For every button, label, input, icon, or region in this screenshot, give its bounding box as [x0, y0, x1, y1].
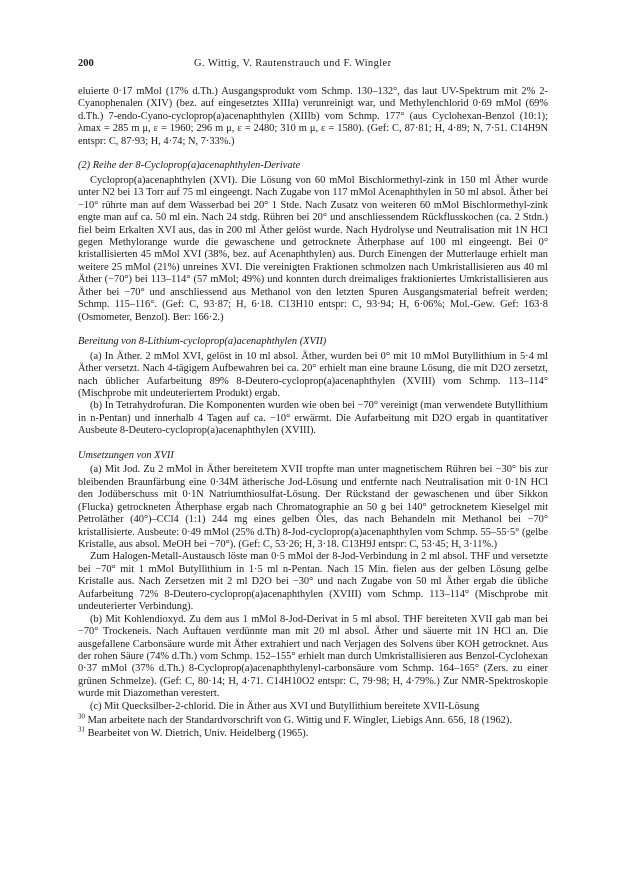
paragraph-cyclopropacenaphthylene: Cycloprop(a)acenaphthylen (XVI). Die Lösung von 60 mMol Bischlormethyl-zink in 150 ml Äther wurde unter N2 bei 13 Torr auf 75 ml eingeengt. Nach Zugabe von 117 mMol Acenaphthylen in 50 ml absol. Äther bei −10° rührte man auf dem Wasserbad bei 20° 1 Stde. Nach Zusatz von weiteren 60 mMol Bischlormethyl-zink engte man auf ca. 50 ml ein. Nach 24 stdg. Rühren bei 20° und anschliessendem Rückflusskochen (ca. 2 Stdn.) fiel beim Erkalten XVI aus, das in 200 ml Äther gelöst wurde. Nach Hydrolyse und Neutralisation mit 1N HCl gegen Methylorange wurde die gewaschene und getrocknete Ätherphase auf 100 ml eingeengt. Bei 0° kristallisierten 45 mMol XVI (38%, bez. auf Acenaphthylen) aus. Durch Einengen der Mutterlauge erhielt man weitere 25 mMol (21%) unreines XVI. Die vereinigten Fraktionen schmolzen nach Umkristallisieren aus 40 ml Äther (−70°) bei 113–114° (57 mMol; 49%) und konnten durch dreimaliges fraktioniertes Umkristallisieren aus Äther bei −70° und anschliessend aus Methanol von den letzten Spuren Ausgangsmaterial befreit werden; Schmp. 115–116°. (Gef: C, 93·87; H, 6·18. C13H10 entspr: C, 93·94; H, 6·06%; Mol.-Gew. Gef: 163·8 (Osmometer, Benzol). Ber: 166·2.)	[78, 174, 548, 323]
page-number: 200	[78, 58, 94, 69]
footnote-mark: 30	[78, 712, 85, 721]
paragraph-ether: (a) In Äther. 2 mMol XVI, gelöst in 10 ml absol. Äther, wurden bei 0° mit 10 mMol Butyllithium in 5·4 ml Äther versetzt. Nach 4-tägigem Aufbewahren bei ca. 20° erhielt man eine braune Lösung, die mit D2O zersetzt, nach üblicher Aufarbeitung 89% 8-Deutero-cycloprop(a)acenaphthylen (XVIII) vom Schmp. 113–114° (Mischprobe mit undeuteriertem Produkt) ergab.	[78, 350, 548, 399]
footnote	[78, 712, 548, 727]
footnotes	[78, 712, 548, 740]
paragraph-mercury: (c) Mit Quecksilber-2-chlorid. Die in Äther aus XVI und Butyllithium bereitete XVII-Lösung	[90, 700, 480, 712]
paragraph-iodine: (a) Mit Jod. Zu 2 mMol in Äther bereitetem XVII tropfte man unter magnetischem Rühren bei −30° bis zur bleibenden Braunfärbung eine 0·34M ätherische Jod-Lösung und entfernte nach Neutralisation mit 0·1N HCl den Jodüberschuss mit 0·1N Natriumthiosulfat-Lösung. Der Rückstand der gewaschenen und über Sikkon (Flucka) getrockneten Ätherphase ergab nach Chromatographie an 50 g bei 140° getrocknetem Kieselgel mit Petroläther (40°)–CCl4 (1:1) 244 mg eines gelben Öles, das nach Behandeln mit Methanol bei −70° kristallisierte. Ausbeute: 0·49 mMol (25% d.Th) 8-Jod-cycloprop(a)acenaphthylen vom Schmp. 55–55·5° (gelbe Kristalle, aus absol. MeOH bei −70°). (Gef: C, 53·26; H, 3·18. C13H9J entspr: C, 53·45; H, 3·11%.)	[78, 464, 548, 550]
paragraph-thf: (b) In Tetrahydrofuran. Die Komponenten wurden wie oben bei −70° vereinigt (man verwendete Butyllithium in n-Pentan) und innerhalb 4 Tagen auf ca. −10° erwärmt. Die Aufarbeitung mit D2O ergab in quantitativer Ausbeute 8-Deutero-cycloprop(a)acenaphthylen (XVIII).	[78, 400, 548, 437]
section-heading-reactions: Umsetzungen von XVII	[78, 449, 174, 461]
paragraph-halogen-exchange: Zum Halogen-Metall-Austausch löste man 0·5 mMol der 8-Jod-Verbindung in 2 ml absol. THF und versetzte bei −70° mit 1 mMol Butyllithium in 1·5 ml n-Pentan. Nach 15 Min. fielen aus der gelben Lösung gelbe Kristalle aus. Nach Zersetzen mit 2 ml D2O bei −30° und nach Zugabe von 50 ml Äther ergab die übliche Aufarbeitung 72% 8-Deutero-cycloprop(a)acenaphthylen (XVIII) vom Schmp. 113–114° (Mischprobe mit undeuterierter Verbindung).	[78, 551, 548, 613]
footnote-mark: 31	[78, 725, 85, 734]
paragraph-continuation: eluierte 0·17 mMol (17% d.Th.) Ausgangsprodukt vom Schmp. 130–132°, das laut UV-Spektrum mit 2% 2-Cyanophenalen (XIV) (bez. auf eingesetztes XIIIa) verunreinigt war, und Methylenchlorid 0·69 mMol (69% d.Th.) 7-endo-Cyano-cycloprop(a)acenaphthylen (XIIIb) vom Schmp. 177° (aus Cyclohexan-Benzol (10:1); λmax = 285 m μ, ε = 1960; 296 m μ, ε = 2480; 310 m μ, ε = 1580). (Gef: C, 87·81; H, 4·89; N, 7·51. C14H9N entspr: C, 87·93; H, 4·74; N, 7·33%.)	[78, 86, 548, 147]
running-header	[78, 58, 548, 72]
footnote	[78, 725, 548, 740]
section-heading-lithium: Bereitung von 8-Lithium-cycloprop(a)acenaphthylen (XVII)	[78, 336, 327, 348]
footnote-text: Man arbeitete nach der Standardvorschrift von G. Wittig und F. Wingler, Liebigs Ann. 656, 18 (1962).	[87, 715, 512, 727]
section-heading-series: (2) Reihe der 8-Cycloprop(a)acenaphthylen-Derivate	[78, 160, 301, 172]
body-text	[78, 86, 548, 740]
paragraph-carbon-dioxide: (b) Mit Kohlendioxyd. Zu dem aus 1 mMol 8-Jod-Derivat in 5 ml absol. THF bereiteten XVII gab man bei −70° Trockeneis. Nach Auftauen verdünnte man mit 20 ml absol. Äther und säuerte mit 1N HCl an. Die ausgefallene Carbonsäure wurde mit Äther extrahiert und nach Verjagen des Solvens über KOH getrocknet. Aus der rohen Säure (74% d.Th.) vom Schmp. 152–155° erhielt man durch Umkristallisieren aus Benzol-Cyclohexan 0·37 mMol (37% d.Th.) 8-Cycloprop(a)acenaphthylenyl-carbonsäure vom Schmp. 164–165° (Zers. zu einer grünen Schmelze). (Gef: C, 80·14; H, 4·71. C14H10O2 entspr: C, 79·98; H, 4·79%.) Zur NMR-Spektroskopie wurde mit Diazomethan verestert.	[78, 613, 548, 700]
footnote-text: Bearbeitet von W. Dietrich, Univ. Heidelberg (1965).	[87, 727, 309, 739]
running-head: G. Wittig, V. Rautenstrauch und F. Wingler	[194, 58, 392, 69]
